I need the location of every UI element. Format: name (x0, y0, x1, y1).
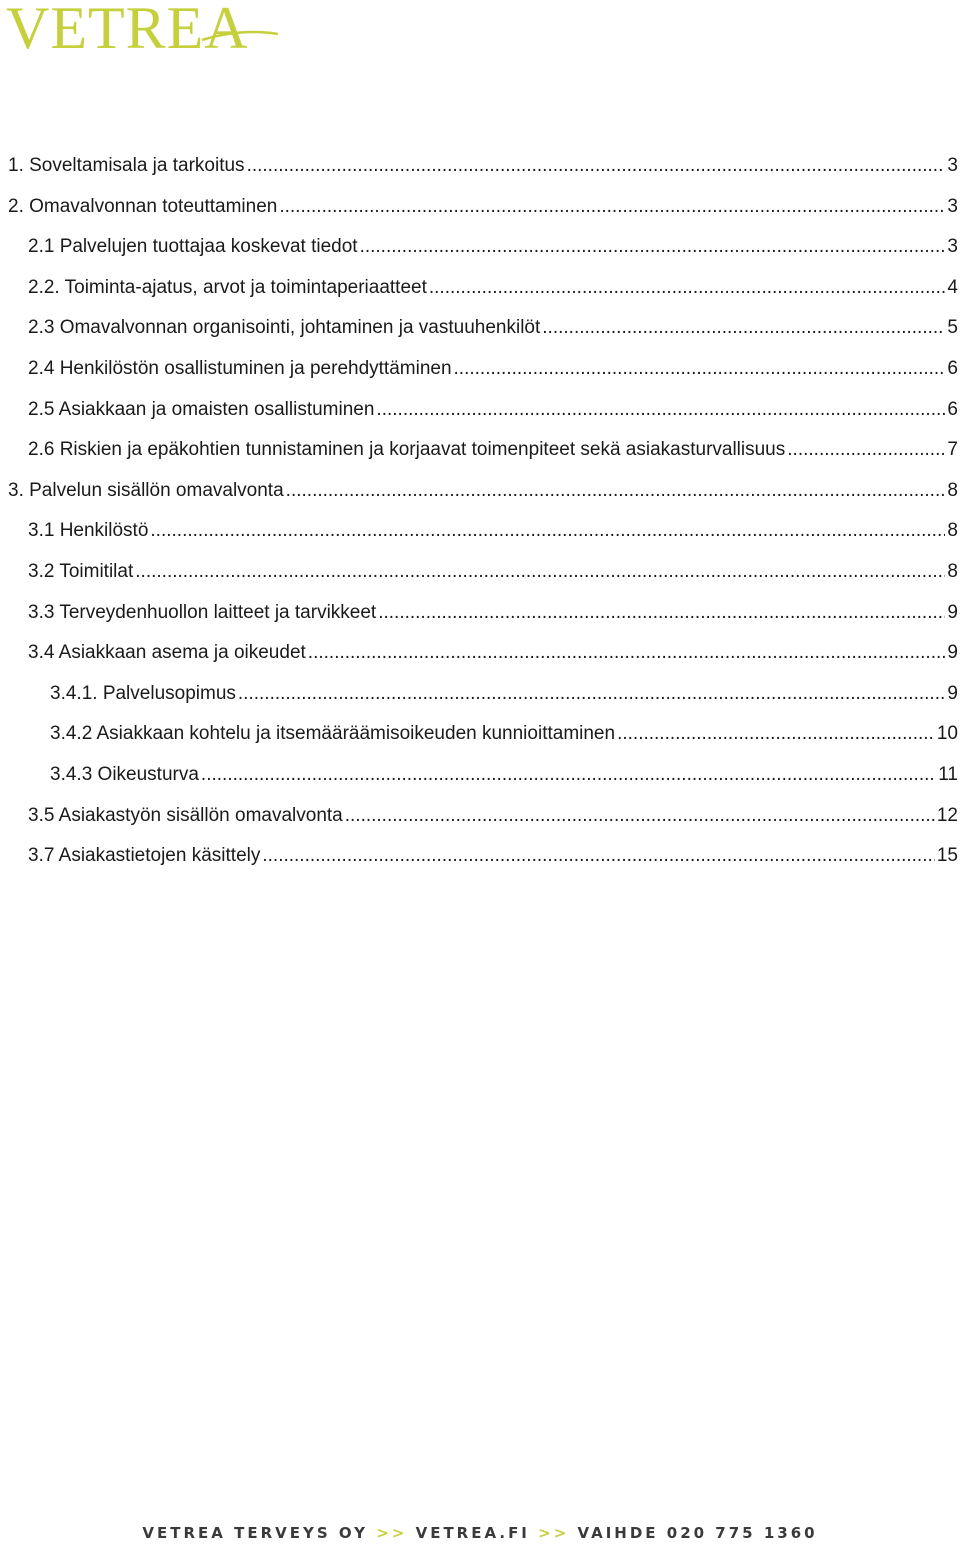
toc-dot-leader (262, 836, 935, 877)
toc-entry-page-number: 3 (947, 195, 958, 217)
toc-entry-title: 2.3 Omavalvonnan organisointi, johtaminen ja vastuuhenkilöt (28, 317, 541, 339)
toc-dot-leader (279, 187, 945, 228)
toc-entry-page-number: 8 (947, 560, 958, 582)
toc-entry-page-number: 11 (938, 763, 958, 785)
toc-dot-leader (429, 268, 946, 309)
toc-entry[interactable] (8, 796, 958, 837)
toc-entry-page-number: 12 (936, 804, 958, 826)
footer-separator-1: >> (376, 1524, 408, 1542)
toc-entry-title: 3.4 Asiakkaan asema ja oikeudet (28, 642, 306, 664)
toc-entry[interactable] (8, 308, 958, 349)
toc-entry-title: 3.3 Terveydenhuollon laitteet ja tarvikkeet (28, 601, 377, 623)
toc-entry-page-number: 8 (947, 520, 958, 542)
toc-entry-page-number: 9 (947, 601, 958, 623)
toc-entry-page-number: 9 (947, 682, 958, 704)
toc-entry-title: 3. Palvelun sisällön omavalvonta (8, 479, 284, 501)
toc-entry-title: 3.4.1. Palvelusopimus (50, 682, 236, 704)
toc-dot-leader (286, 471, 946, 512)
toc-dot-leader (135, 552, 945, 593)
toc-entry-title: 2.2. Toiminta-ajatus, arvot ja toimintaperiaatteet (28, 276, 427, 298)
footer-separator-2: >> (538, 1524, 570, 1542)
toc-entry[interactable] (8, 674, 958, 715)
toc-entry[interactable] (8, 714, 958, 755)
toc-entry[interactable] (8, 227, 958, 268)
toc-entry-title: 2.4 Henkilöstön osallistuminen ja perehdyttäminen (28, 357, 452, 379)
logo-wordmark: VETREA (6, 0, 249, 60)
toc-entry-title: 3.4.3 Oikeusturva (50, 763, 199, 785)
toc-entry-title: 2.6 Riskien ja epäkohtien tunnistaminen ja korjaavat toimenpiteet sekä asiakasturvallisuus (28, 439, 786, 461)
footer-phone: VAIHDE 020 775 1360 (577, 1524, 818, 1542)
toc-entry-title: 3.7 Asiakastietojen käsittely (28, 845, 261, 867)
toc-dot-leader (150, 511, 945, 552)
toc-entry-page-number: 3 (947, 236, 958, 258)
toc-entry-page-number: 10 (936, 723, 958, 745)
toc-entry[interactable] (8, 268, 958, 309)
toc-entry[interactable] (8, 836, 958, 877)
toc-entry-page-number: 6 (947, 357, 958, 379)
toc-entry[interactable] (8, 755, 958, 796)
footer-website: VETREA.FI (415, 1524, 530, 1542)
toc-dot-leader (542, 308, 945, 349)
toc-entry-page-number: 5 (947, 317, 958, 339)
page-footer (0, 1524, 960, 1542)
toc-entry-page-number: 7 (947, 439, 958, 461)
toc-dot-leader (617, 714, 935, 755)
toc-entry-title: 3.5 Asiakastyön sisällön omavalvonta (28, 804, 343, 826)
toc-entry-page-number: 9 (947, 642, 958, 664)
footer-company: VETREA TERVEYS OY (142, 1524, 368, 1542)
toc-dot-leader (787, 430, 945, 471)
toc-entry-title: 3.1 Henkilöstö (28, 520, 149, 542)
toc-dot-leader (238, 674, 946, 715)
toc-entry[interactable] (8, 390, 958, 431)
toc-entry[interactable] (8, 511, 958, 552)
toc-dot-leader (308, 633, 946, 674)
vetrea-logo (6, 0, 281, 60)
toc-entry[interactable] (8, 430, 958, 471)
toc-entry-page-number: 8 (947, 479, 958, 501)
toc-entry[interactable] (8, 349, 958, 390)
toc-dot-leader (376, 390, 945, 431)
toc-entry[interactable] (8, 471, 958, 512)
toc-entry-page-number: 4 (947, 276, 958, 298)
toc-entry-title: 2.5 Asiakkaan ja omaisten osallistuminen (28, 398, 375, 420)
toc-entry-title: 1. Soveltamisala ja tarkoitus (8, 155, 245, 176)
toc-entry[interactable] (8, 633, 958, 674)
toc-entry-title: 3.2 Toimitilat (28, 560, 134, 582)
toc-entry-title: 3.4.2 Asiakkaan kohtelu ja itsemääräämisoikeuden kunnioittaminen (50, 723, 616, 745)
toc-entry-page-number: 6 (947, 398, 958, 420)
table-of-contents (8, 146, 958, 877)
toc-entry[interactable] (8, 146, 958, 187)
toc-dot-leader (454, 349, 946, 390)
toc-entry-title: 2. Omavalvonnan toteuttaminen (8, 195, 278, 217)
toc-entry[interactable] (8, 552, 958, 593)
toc-dot-leader (247, 146, 946, 187)
toc-entry-page-number: 3 (947, 155, 958, 176)
toc-entry-page-number: 15 (936, 845, 958, 867)
toc-dot-leader (360, 227, 946, 268)
toc-entry[interactable] (8, 593, 958, 634)
toc-entry[interactable] (8, 187, 958, 228)
toc-entry-title: 2.1 Palvelujen tuottajaa koskevat tiedot (28, 236, 358, 258)
toc-dot-leader (345, 796, 935, 837)
toc-dot-leader (201, 755, 936, 796)
toc-dot-leader (378, 593, 945, 634)
